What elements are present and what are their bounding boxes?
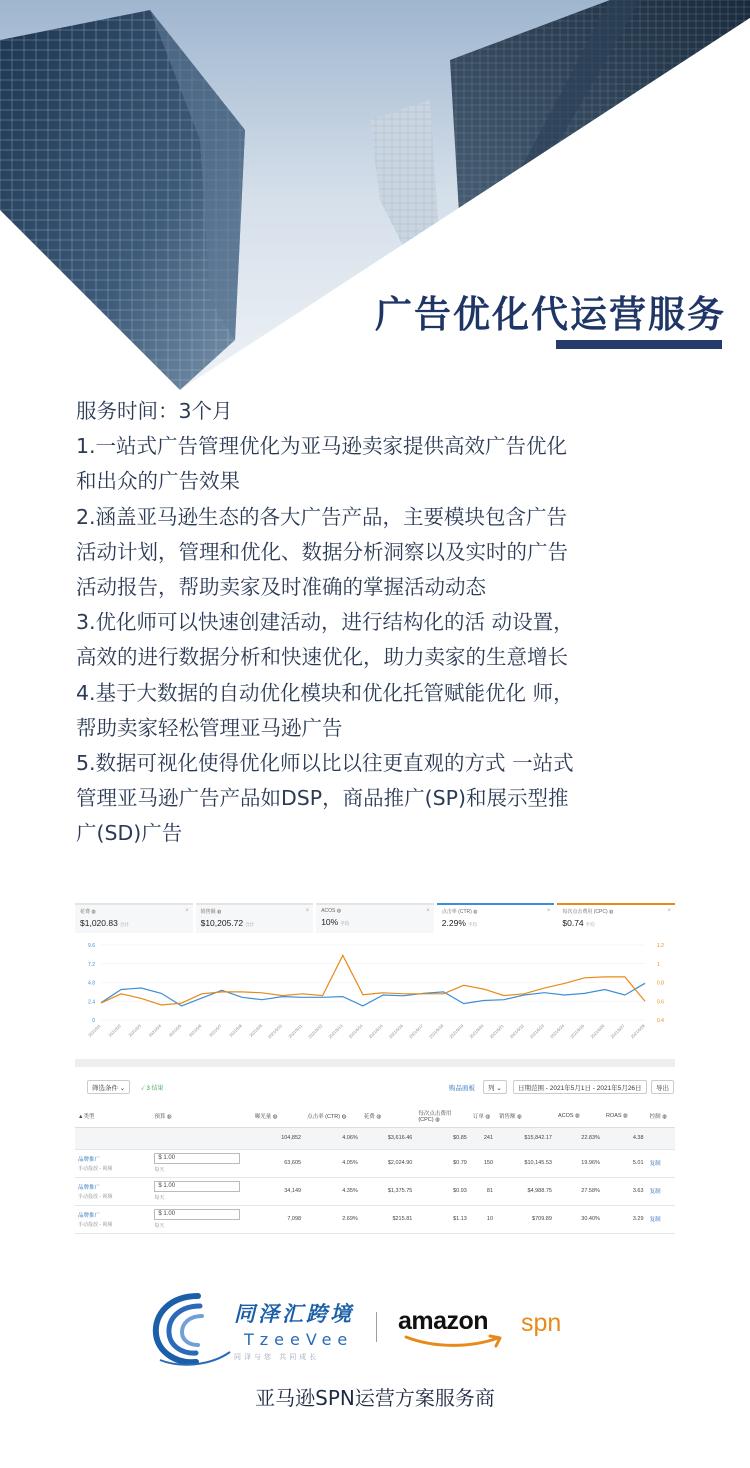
text-line: 活动计划，管理和优化、数据分析洞察以及实时的广告 <box>76 539 568 564</box>
campaign-type[interactable]: 品牌推广 <box>78 1212 101 1219</box>
budget-input[interactable]: $ 1.00 <box>154 1209 240 1220</box>
x-tick-label: 2021/5/5 <box>167 1023 183 1038</box>
budget-unit: 每天 <box>154 1223 165 1229</box>
campaign-subtype: 手动投放 - 视频 <box>78 1193 113 1200</box>
column-header[interactable]: 控制 ◍ <box>647 1105 675 1127</box>
filter-result-count: ✓ 3 结果 <box>141 1086 164 1092</box>
tzeevee-swirl-logo <box>150 1290 232 1370</box>
x-tick-label: 2021/5/11 <box>287 1023 304 1040</box>
x-tick-label: 2021/5/17 <box>407 1023 425 1040</box>
x-tick-label: 2021/5/7 <box>208 1023 223 1038</box>
text-line: 5.数据可视化使得优化师以比以往更直观的方式 一站式 <box>76 751 574 776</box>
y-left-tick-label: 2.4 <box>88 999 95 1006</box>
x-tick-label: 2021/5/1 <box>87 1023 102 1038</box>
brand-name-cn: 同泽汇跨境 <box>234 1301 354 1326</box>
table-header-row <box>75 1105 675 1127</box>
total-cell <box>75 1127 151 1149</box>
budget-unit: 每天 <box>154 1195 165 1201</box>
copy-link[interactable]: 复制 <box>647 1205 675 1233</box>
brand-slogan: 同泽与您 共同成长 <box>234 1353 320 1361</box>
section-divider <box>75 1059 675 1067</box>
roas-cell: 3.29 <box>603 1205 647 1233</box>
x-tick-label: 2021/5/19 <box>448 1023 465 1040</box>
series-line-cpc <box>101 955 645 1005</box>
cpc-cell: $1.13 <box>415 1205 470 1233</box>
campaign-subtype: 手动投放 - 视频 <box>78 1221 113 1228</box>
close-icon[interactable]: × <box>185 908 189 914</box>
metric-value: 2.29% 平均 <box>441 918 477 928</box>
metric-value: $0.74 平均 <box>562 918 595 928</box>
budget-cell <box>151 1177 251 1205</box>
x-tick-label: 2021/5/15 <box>367 1023 384 1040</box>
total-cell: $3,616.46 <box>361 1127 416 1149</box>
amazon-smile-icon <box>404 1334 508 1350</box>
impressions-cell: 63,605 <box>252 1149 304 1177</box>
trend-line-chart <box>75 937 675 1055</box>
spn-wordmark: spn <box>521 1309 562 1337</box>
roas-cell: 3.63 <box>603 1177 647 1205</box>
sales-cell: $10,145.53 <box>496 1149 555 1177</box>
filter-dropdown[interactable]: 筛选条件 ⌄ <box>87 1080 130 1094</box>
x-tick-label: 2021/5/18 <box>428 1023 445 1040</box>
y-right-tick-label: 1 <box>657 961 660 968</box>
impressions-cell: 34,149 <box>252 1177 304 1205</box>
columns-dropdown[interactable]: 列 ⌄ <box>483 1080 507 1094</box>
orders-cell: 81 <box>470 1177 496 1205</box>
column-header[interactable]: ROAS ◍ <box>603 1105 647 1127</box>
column-header[interactable]: 花费 ◍ <box>361 1105 416 1127</box>
budget-cell <box>151 1149 251 1177</box>
text-line: 4.基于大数据的自动优化模块和优化托管赋能优化 师， <box>76 680 574 705</box>
totals-row <box>75 1127 675 1149</box>
y-left-tick-label: 9.6 <box>88 943 95 949</box>
total-cell <box>151 1127 251 1149</box>
text-line: 2.涵盖亚马逊生态的各大广告产品，主要模块包含广告 <box>76 504 568 529</box>
column-header[interactable]: 销售额 ◍ <box>496 1105 555 1127</box>
sales-cell: $4,988.75 <box>496 1177 555 1205</box>
spend-cell: $2,024.90 <box>361 1149 416 1177</box>
x-tick-label: 2021/5/16 <box>387 1023 404 1040</box>
y-left-tick-label: 7.2 <box>88 961 95 968</box>
text-line: 广(SD)广告 <box>76 821 183 846</box>
metric-card-cpc[interactable] <box>557 903 675 933</box>
y-right-tick-label: 1.2 <box>657 943 664 949</box>
metric-value: 10% 平均 <box>321 917 350 927</box>
table-row[interactable] <box>75 1205 675 1233</box>
hero-banner <box>0 0 750 390</box>
table-row[interactable] <box>75 1177 675 1205</box>
y-right-tick-label: 0.8 <box>657 980 664 987</box>
text-line: 3.优化师可以快速创建活动，进行结构化的活 动设置， <box>76 610 574 635</box>
x-tick-label: 2021/5/8 <box>228 1023 243 1038</box>
x-tick-label: 2021/5/24 <box>548 1023 566 1040</box>
amazon-wordmark: amazon <box>398 1307 489 1335</box>
acos-cell: 19.96% <box>555 1149 603 1177</box>
y-right-tick-label: 0.4 <box>657 1018 664 1024</box>
metric-value: $10,205.72 合计 <box>200 918 255 928</box>
ads-dashboard-screenshot <box>75 903 675 1235</box>
metric-card-ctr[interactable] <box>437 903 555 933</box>
x-tick-label: 2021/5/25 <box>569 1023 586 1040</box>
text-line: 服务时间：3个月 <box>76 399 233 423</box>
x-tick-label: 2021/5/21 <box>488 1023 505 1040</box>
x-tick-label: 2021/5/9 <box>248 1023 263 1038</box>
metric-card-spend[interactable] <box>75 903 193 933</box>
text-line: 帮助卖家轻松管理亚马逊广告 <box>76 715 343 740</box>
ctr-cell: 2.69% <box>304 1205 361 1233</box>
x-tick-label: 2021/5/23 <box>528 1023 545 1040</box>
ctr-cell: 4.05% <box>304 1149 361 1177</box>
spend-cell: $1,375.75 <box>361 1177 416 1205</box>
x-tick-label: 2021/5/14 <box>347 1023 364 1040</box>
copy-link[interactable]: 复制 <box>647 1149 675 1177</box>
metric-label: 点击率 (CTR) ◍ <box>441 909 478 915</box>
campaign-subtype: 手动投放 - 视频 <box>78 1165 113 1172</box>
campaign-type[interactable]: 品牌推广 <box>78 1184 101 1191</box>
total-cell <box>647 1127 675 1149</box>
text-line: 管理亚马逊广告产品如DSP，商品推广(SP)和展示型推 <box>76 786 569 811</box>
budget-input[interactable]: $ 1.00 <box>154 1153 240 1164</box>
campaign-type[interactable]: 品牌推广 <box>78 1156 101 1163</box>
x-tick-label: 2021/5/4 <box>147 1023 163 1038</box>
x-tick-label: 2021/5/28 <box>629 1023 646 1040</box>
x-tick-label: 2021/5/2 <box>107 1023 122 1038</box>
cpc-cell: $0.79 <box>415 1149 470 1177</box>
text-line: 高效的进行数据分析和快速优化，助力卖家的生意增长 <box>76 645 568 670</box>
custom-panel-link[interactable]: 购品面板 <box>449 1085 475 1092</box>
column-header[interactable]: 预算 ◍ <box>151 1105 251 1127</box>
close-icon[interactable]: × <box>667 908 671 914</box>
ctr-cell: 4.35% <box>304 1177 361 1205</box>
column-header[interactable]: 点击率 (CTR) ◍ <box>304 1105 361 1127</box>
x-tick-label: 2021/5/12 <box>307 1023 324 1040</box>
orders-cell: 10 <box>470 1205 496 1233</box>
metric-cards <box>75 903 675 933</box>
column-header[interactable]: 订单 ◍ <box>470 1105 496 1127</box>
acos-cell: 27.58% <box>555 1177 603 1205</box>
total-cell: 4.38 <box>603 1127 647 1149</box>
x-tick-label: 2021/5/10 <box>266 1023 284 1040</box>
export-button[interactable]: 导出 <box>651 1080 674 1094</box>
total-cell: $0.85 <box>415 1127 470 1149</box>
x-tick-label: 2021/5/3 <box>127 1023 143 1038</box>
budget-input[interactable]: $ 1.00 <box>154 1181 240 1192</box>
column-header[interactable]: 曝光量 ◍ <box>252 1105 304 1127</box>
metric-label: 每次点击费用 (CPC) ◍ <box>562 909 614 915</box>
type-cell <box>75 1149 151 1177</box>
total-cell: 22.83% <box>555 1127 603 1149</box>
metric-label: 花费 ◍ <box>80 909 96 915</box>
service-description <box>76 394 686 852</box>
y-left-tick-label: 4.8 <box>88 980 95 987</box>
orders-cell: 150 <box>470 1149 496 1177</box>
acos-cell: 30.40% <box>555 1205 603 1233</box>
close-icon[interactable]: × <box>546 908 551 914</box>
table-row[interactable] <box>75 1149 675 1177</box>
metric-label: ACOS ◍ <box>321 908 342 914</box>
sales-cell: $709.89 <box>496 1205 555 1233</box>
title-underline <box>556 340 722 349</box>
y-right-tick-label: 0.6 <box>657 999 664 1006</box>
partner-logos <box>150 1290 600 1370</box>
copy-link[interactable]: 复制 <box>647 1177 675 1205</box>
table-toolbar <box>75 1077 675 1097</box>
total-cell: 104,852 <box>252 1127 304 1149</box>
impressions-cell: 7,098 <box>252 1205 304 1233</box>
text-line: 和出众的广告效果 <box>76 469 240 494</box>
text-line: 1.一站式广告管理优化为亚马逊卖家提供高效广告优化 <box>76 434 568 459</box>
spend-cell: $215.81 <box>361 1205 416 1233</box>
text-line: 活动报告，帮助卖家及时准确的掌握活动动态 <box>76 575 486 600</box>
x-tick-label: 2021/5/22 <box>508 1023 525 1040</box>
logo-divider <box>376 1312 377 1342</box>
roas-cell: 5.01 <box>603 1149 647 1177</box>
x-tick-label: 2021/5/27 <box>609 1023 626 1040</box>
metric-label: 销售额 ◍ <box>200 909 222 915</box>
column-header[interactable]: ACOS ◍ <box>555 1105 603 1127</box>
metric-card-sales[interactable] <box>196 903 314 933</box>
type-cell <box>75 1177 151 1205</box>
date-range-picker[interactable]: 日期范围 - 2021年5月1日 - 2021年5月26日 <box>513 1080 647 1094</box>
total-cell: 241 <box>470 1127 496 1149</box>
x-tick-label: 2021/5/6 <box>187 1023 203 1038</box>
x-tick-label: 2021/5/13 <box>327 1023 344 1040</box>
cpc-cell: $0.93 <box>415 1177 470 1205</box>
budget-unit: 每天 <box>154 1167 165 1173</box>
total-cell: 4.06% <box>304 1127 361 1149</box>
x-tick-label: 2021/5/20 <box>468 1023 485 1040</box>
campaign-table <box>75 1105 675 1234</box>
budget-cell <box>151 1205 251 1233</box>
column-header[interactable]: 每次点击费用 (CPC) ◍ <box>415 1105 470 1127</box>
total-cell: $15,842.17 <box>496 1127 555 1149</box>
close-icon[interactable]: × <box>305 908 310 914</box>
metric-value: $1,020.83 合计 <box>80 918 129 928</box>
close-icon[interactable]: × <box>426 908 430 914</box>
column-header[interactable]: ▲类型 <box>75 1105 151 1127</box>
x-tick-label: 2021/5/26 <box>589 1023 606 1040</box>
page-title: 广告优化代运营服务 <box>375 293 726 336</box>
y-left-tick-label: 0 <box>92 1018 95 1024</box>
type-cell <box>75 1205 151 1233</box>
footer-tagline: 亚马逊SPN运营方案服务商 <box>255 1386 495 1410</box>
metric-card-acos[interactable] <box>316 903 434 933</box>
brand-name-en: TzeeVee <box>244 1330 354 1349</box>
